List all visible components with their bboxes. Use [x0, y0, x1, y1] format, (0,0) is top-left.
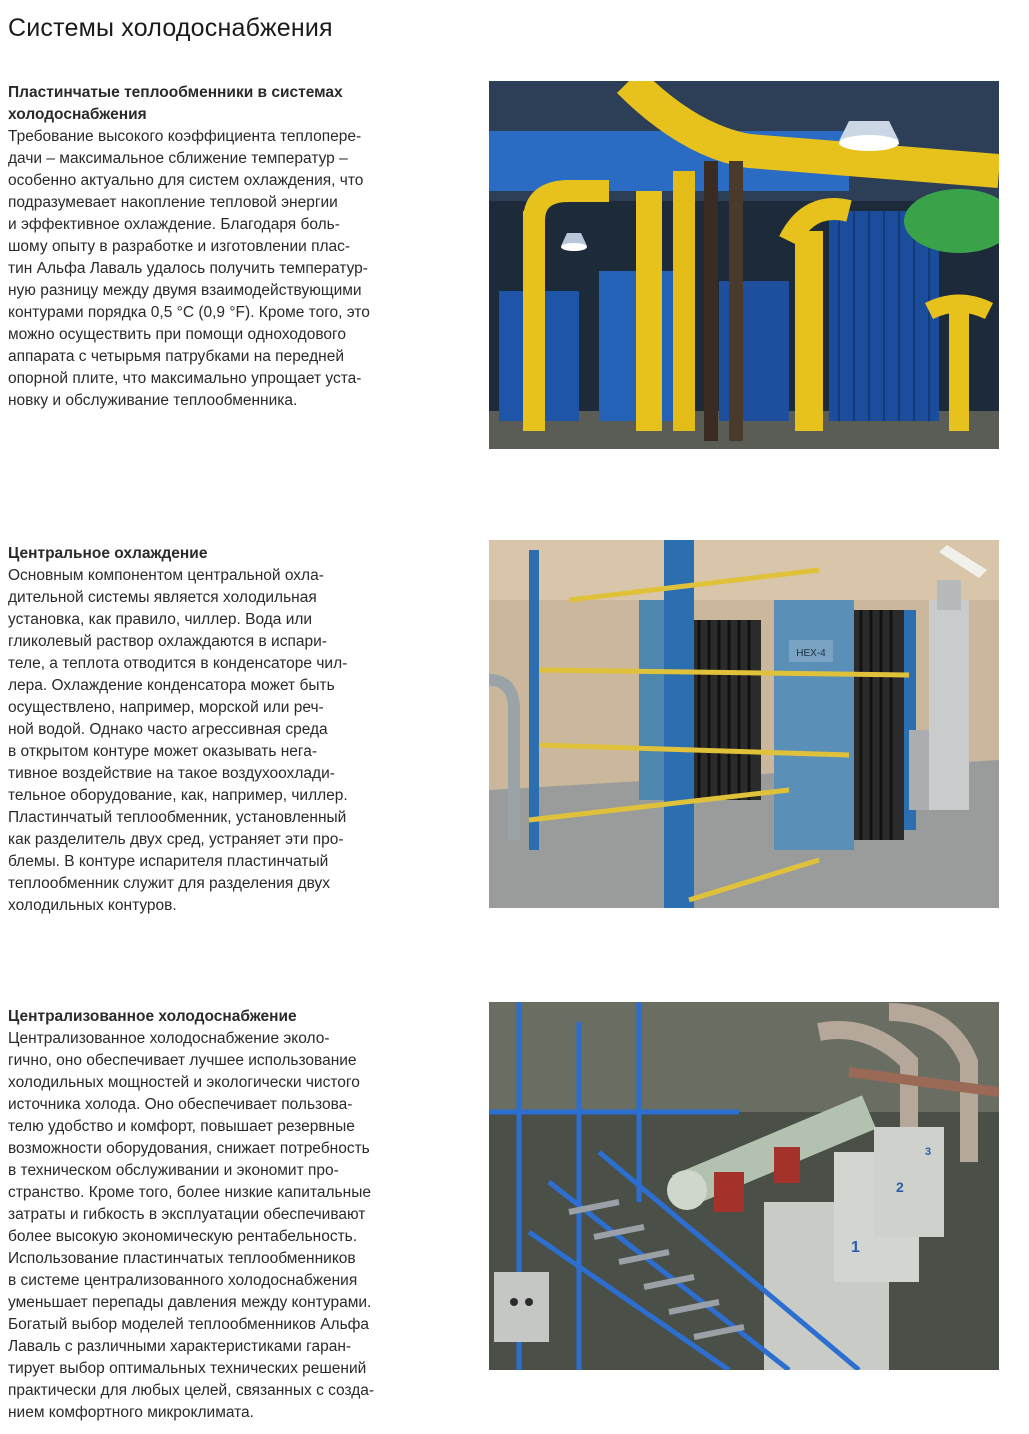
body-line: затраты и гибкость в эксплуатации обеспечивают	[8, 1206, 366, 1223]
body-line: гликолевый раствор охлаждаются в испари-	[8, 633, 327, 650]
body-line: лера. Охлаждение конденсатора может быть	[8, 677, 335, 694]
body-line: контурами порядка 0,5 °C (0,9 °F). Кроме того, это	[8, 304, 370, 321]
body-line: странство. Кроме того, более низкие капитальные	[8, 1184, 371, 1201]
body-line: подразумевает накопление тепловой энергии	[8, 194, 338, 211]
body-line: тирует выбор оптимальных технических решений	[8, 1360, 367, 1377]
pipework-photo	[489, 81, 999, 449]
body-line: ной водой. Однако часто агрессивная среда	[8, 721, 328, 738]
heading-line: Центральное охлаждение	[8, 545, 208, 562]
body-line: шому опыту в разработке и изготовлении плас-	[8, 238, 351, 255]
body-line: можно осуществить при помощи одноходового	[8, 326, 346, 343]
section-body	[8, 565, 438, 917]
body-line: нием комфортного микроклимата.	[8, 1404, 254, 1421]
body-line: дительной системы является холодильная	[8, 589, 317, 606]
body-line: возможности оборудования, снижает потребность	[8, 1140, 370, 1157]
body-line: практически для любых целей, связанных с созда-	[8, 1382, 375, 1399]
body-line: Пластинчатый теплообменник, установленный	[8, 809, 347, 826]
body-line: Использование пластинчатых теплообменников	[8, 1250, 356, 1267]
unit-number-label: 2	[896, 1179, 904, 1195]
body-line: тивное воздействие на такое воздухоохлади-	[8, 765, 335, 782]
body-line: холодильных контуров.	[8, 897, 177, 914]
heading-line: Централизованное холодоснабжение	[8, 1008, 297, 1025]
body-line: дачи – максимальное сближение температур –	[8, 150, 348, 167]
body-line: гично, оно обеспечивает лучшее использование	[8, 1052, 357, 1069]
heading-line: холодоснабжения	[8, 106, 147, 123]
body-line: Богатый выбор моделей теплообменников Альфа	[8, 1316, 370, 1333]
body-line: осуществлено, например, морской или реч-	[8, 699, 324, 716]
section-central-cooling	[8, 543, 438, 917]
section-plate-heat-exchangers	[8, 82, 438, 412]
body-line: установка, как правило, чиллер. Вода или	[8, 611, 313, 628]
body-line: как разделитель двух сред, устраняет эти про-	[8, 831, 344, 848]
body-line: Лаваль с различными характеристиками гаран-	[8, 1338, 352, 1355]
heading-line: Пластинчатые теплообменники в системах	[8, 84, 343, 101]
unit-number-label: 3	[925, 1146, 932, 1158]
body-line: холодильных мощностей и экологически чистого	[8, 1074, 360, 1091]
body-line: телю удобство и комфорт, повышает резервные	[8, 1118, 355, 1135]
pipework-photo-icon	[489, 81, 999, 449]
unit-number-label: 1	[851, 1239, 860, 1256]
district-cooling-photo-icon	[489, 1002, 999, 1370]
body-line: теле, а теплота отводится в конденсаторе чил-	[8, 655, 348, 672]
body-line: опорной плите, что максимально упрощает уста-	[8, 370, 362, 387]
body-line: в техническом обслуживании и экономит про-	[8, 1162, 339, 1179]
body-line: ную разницу между двумя взаимодействующими	[8, 282, 362, 299]
body-line: тин Альфа Лаваль удалось получить температур-	[8, 260, 368, 277]
section-body	[8, 1028, 438, 1424]
body-line: новку и обслуживание теплообменника.	[8, 392, 298, 409]
body-line: Требование высокого коэффициента теплопере-	[8, 128, 362, 145]
body-line: теплообменник служит для разделения двух	[8, 875, 331, 892]
body-line: Основным компонентом центральной охла-	[8, 567, 324, 584]
body-line: тельное оборудование, как, например, чиллер.	[8, 787, 348, 804]
body-line: особенно актуально для систем охлаждения, что	[8, 172, 364, 189]
section-heading	[8, 543, 438, 565]
section-body	[8, 126, 438, 412]
section-heading	[8, 82, 438, 126]
plate-heat-exchanger-photo	[489, 540, 999, 908]
plate-heat-exchanger-photo-icon	[489, 540, 999, 908]
body-line: и эффективное охлаждение. Благодаря боль-	[8, 216, 340, 233]
page-title: Системы холодоснабжения	[8, 14, 333, 42]
body-line: в системе централизованного холодоснабжения	[8, 1272, 358, 1289]
body-line: аппарата с четырьмя патрубками на передней	[8, 348, 344, 365]
body-line: блемы. В контуре испарителя пластинчатый	[8, 853, 329, 870]
body-line: в открытом контуре может оказывать нега-	[8, 743, 318, 760]
section-district-cooling	[8, 1006, 438, 1424]
section-heading	[8, 1006, 438, 1028]
body-line: источника холода. Оно обеспечивает пользова-	[8, 1096, 353, 1113]
body-line: Централизованное холодоснабжение эколо-	[8, 1030, 330, 1047]
body-line: более высокую экономическую рентабельность.	[8, 1228, 358, 1245]
district-cooling-photo	[489, 1002, 999, 1370]
heat-exchanger-plate-label: HEX-4	[796, 648, 826, 659]
body-line: уменьшает перепады давления между контурами.	[8, 1294, 372, 1311]
